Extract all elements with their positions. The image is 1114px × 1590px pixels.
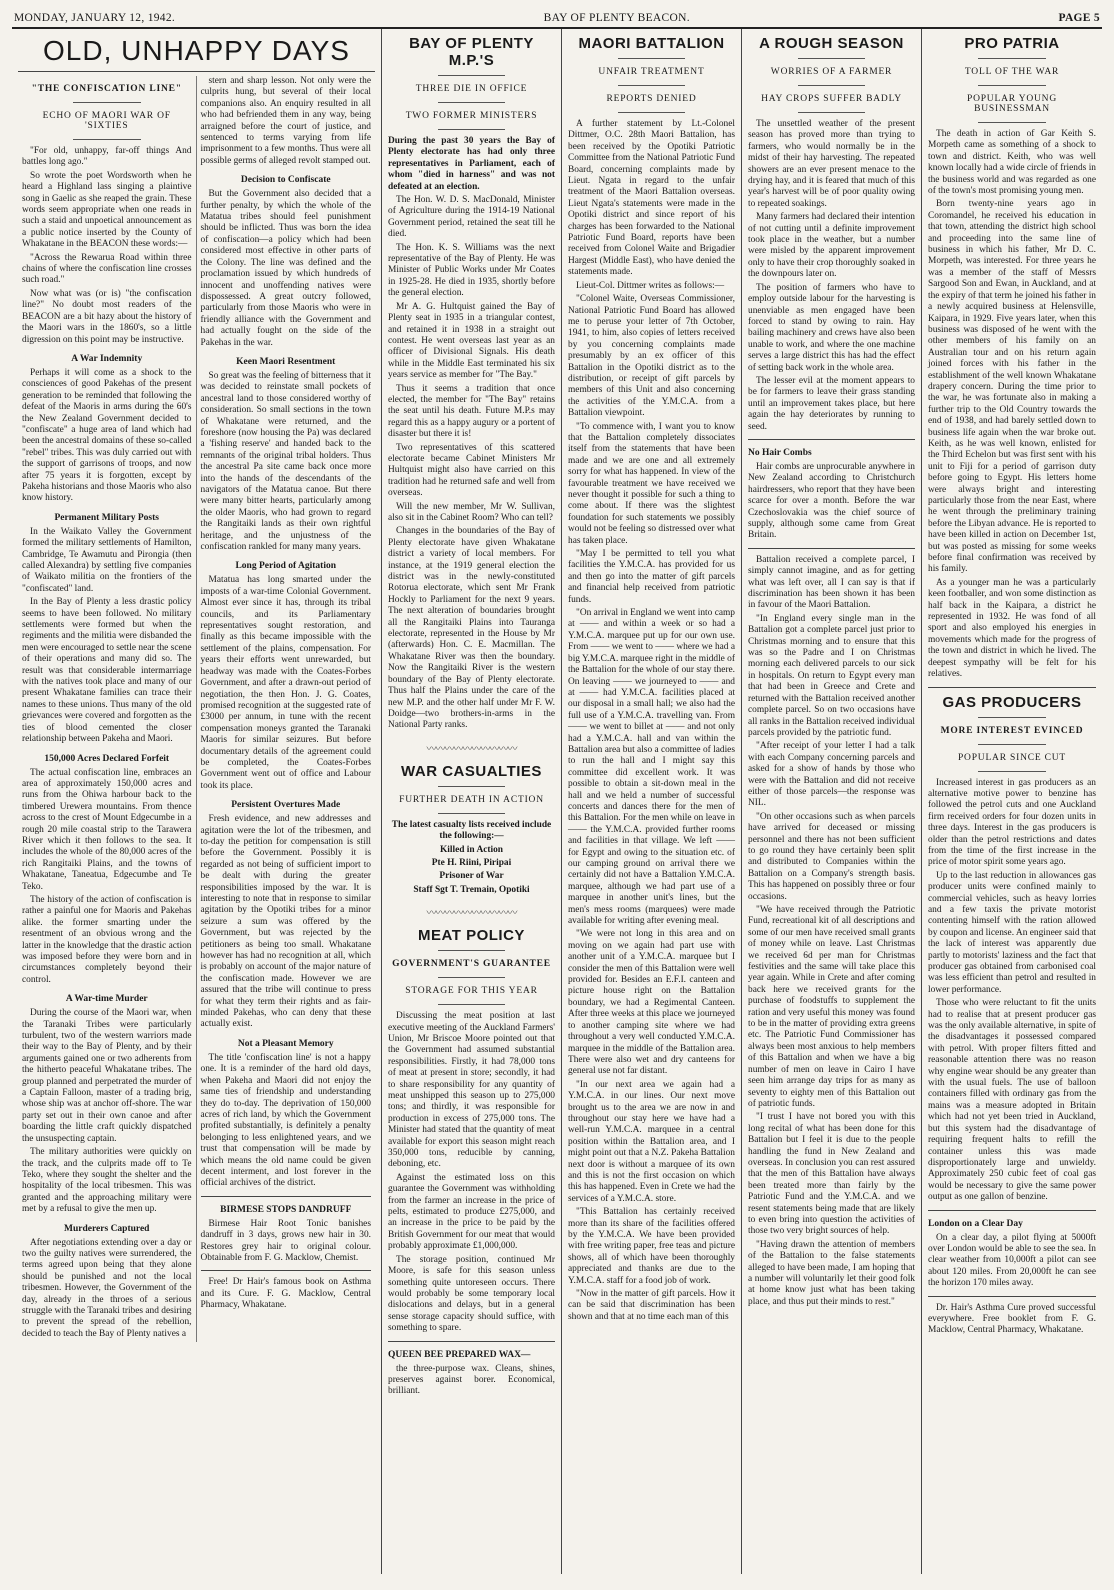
paragraph: Mr A. G. Hultquist gained the Bay of Plenty seat in 1935 in a triangular contest, and retained it in 1938 in a straight out contest. He went overseas last year as an officer of Divisional Signals. His death while in the Middle East terminated his six years service as member for "The Bay." [388, 301, 555, 381]
newspaper-page [12, 6, 1102, 1576]
deck: STORAGE FOR THIS YEAR [405, 986, 538, 997]
paragraph: Thus it seems a tradition that once elected, the member for "The Bay" retains the seat until his death. Future M.P.s may regard this as a happy augury or a portent of disaster but there it is! [388, 383, 555, 440]
headline-bay-of-plenty-mps: BAY OF PLENTY M.P.'S [409, 35, 534, 69]
deck: ECHO OF MAORI WAR OF 'SIXTIES [42, 111, 171, 131]
paragraph: "Colonel Waite, Overseas Commissioner, National Patriotic Fund Board has allowed me to peruse your letter of 7th October, 1941, to him, also copies of letters received by you concerning complaints made presumably by an ex officer of this Battalion in the Opotiki district as to the distribution, or receipt of gift parcels by members of this Unit and also concerning the activities of the Y.M.C.A. from a Battalion viewpoint. [568, 294, 735, 419]
headline-war-casualties: WAR CASUALTIES [401, 762, 542, 780]
subheading: No Hair Combs [748, 447, 812, 458]
paragraph: "May I be permitted to tell you what facilities the Y.M.C.A. has provided for us and then go into the matter of gift parcels and financial help received from patriotic funds. [568, 549, 735, 605]
subheading: Persistent Overtures Made [231, 800, 341, 811]
column-5 [922, 29, 1102, 1574]
deck: REPORTS DENIED [606, 94, 697, 104]
paragraph: On a clear day, a pilot flying at 5000ft over London would be able to see the sea. In clear weather from 10,000ft a pilot can see about 120 miles. From 20,000ft he can see the horizon 170 miles away. [928, 1232, 1096, 1289]
deck: MORE INTEREST EVINCED [940, 725, 1084, 736]
paragraph: "Across the Rewarua Road within three chains of where the confiscation line crosses such road." [22, 252, 192, 286]
column-2 [382, 29, 562, 1574]
column-4 [742, 29, 922, 1574]
paragraph: Increased interest in gas producers as an alternative motive power to benzine has followed the petrol cuts and one Auckland firm received orders for four dozen units in three days. Interest in the gas producers is older than the petrol restrictions and dates from the time of the first increase in the price of motor spirit some years ago. [928, 777, 1096, 868]
subheading: Decision to Confiscate [240, 175, 331, 186]
page-number: PAGE 5 [1058, 12, 1100, 24]
deck: GOVERNMENT'S GUARANTEE [392, 959, 551, 970]
advert-heading: BIRMESE STOPS DANDRUFF [220, 1204, 352, 1215]
deck: POPULAR SINCE CUT [957, 752, 1067, 763]
paragraph: Against the estimated loss on this guarantee the Government was withholding from the farmer an increase in the price of pelts, estimated to produce £275,000, and an increase in the price to be paid by the British Government for our meat that would probably approximate £1,000,000. [388, 1172, 555, 1252]
paragraph: So great was the feeling of bitterness that it was decided to reinstate small pockets of ancestral land to those considered worthy of consideration. So small sections in the town of Whakatane were returned, and the foreshore (now housing the Pa) was declared a 'fishing reserve' and handed back to the remnants of the original tribal holders. Thus the ancestral Pa site came back once more into the hands of the descendants of the navigators of the Matatua canoe. But there were many bitter hearts, particularly among the older Maoris, who had grown to regard the Rangitaiki lands as their own rightful heritage, and the unjustness of the confiscation rankled for many many years. [200, 370, 371, 553]
paragraph: Two representatives of this scattered electorate became Cabinet Ministers Mr Hultquist might also have carried on this tradition had he returned safe and well from overseas. [388, 442, 555, 499]
paragraph: The history of the action of confiscation is rather a painful one for Maoris and Pakehas alike. the former smarting under the resentment of an obvious wrong and the latter in the knowledge that the drastic action was imposed before they were born and in circumstances completely beyond their control. [22, 894, 192, 985]
paragraph: "Having drawn the attention of members of the Battalion to the false statements alleged to have been made, I am hoping that a number will voluntarily let their good folk at home know just what has been taking place, and thus put their minds to rest." [748, 1239, 915, 1307]
deck: HAY CROPS SUFFER BADLY [761, 94, 902, 104]
paragraph: Hair combs are unprocurable anywhere in New Zealand according to Christchurch hairdressers, who report that they have been scarce for over a month. Before the war Czechoslovakia was the chief source of supply, although some came from Great Britain. [748, 461, 915, 541]
paragraph: "After receipt of your letter I had a talk with each Company concerning parcels and asked for a show of hands by those who were with the Battalion and did not receive either of those parcels—the response was NIL. [748, 741, 915, 809]
paragraph: "For old, unhappy, far-off things And battles long ago." [22, 146, 192, 168]
deck: TWO FORMER MINISTERS [405, 111, 538, 121]
casualty-name: Pte H. Riini, Piripai [431, 857, 512, 868]
paragraph: "We were not long in this area and on moving on we again had part use with another unit of a Y.M.C.A. marquee but I consider the men of this Battalion were well provided for. Besides an E.F.I. canteen and picture house right on the Battalion boundary, we had a Regimental Canteen. After three weeks at this place we journeyed to another camping site where we had throughout a very well conducted Y.M.C.A. marquee in the middle of the Battalion area. There were also wet and dry canteens for general use not far distant. [568, 929, 735, 1077]
paragraph: The Hon. W. D. S. MacDonald, Minister of Agriculture during the 1914-19 National Government period, retained the seat till he died. [388, 195, 555, 240]
lead-paragraph: During the past 30 years the Bay of Plenty electorate has had only three representatives in Parliament, each of whom "died in harness" and was not defeated at an election. [388, 136, 555, 192]
advert-text: Dr. Hair's Asthma Cure proved successful everywhere. Free booklet from F. G. Macklow, Central Pharmacy, Whakatane. [928, 1302, 1096, 1336]
casualty-category: Prisoner of War [439, 871, 504, 882]
deck: FURTHER DEATH IN ACTION [399, 794, 544, 805]
article-maori-battalion [562, 29, 742, 1574]
paragraph: Matatua has long smarted under the imposts of a war-time Colonial Government. Almost ever since it has, through its tribal councils, and its Parliamentary representatives sought restoration, and finally as this became impossible with the settlement of the plains, compensation. For years their efforts went unrewarded, but headway was made with the Coates-Forbes Government, and after a drawn-out period of negotiation, the then Hon. J. G. Coates, promised recognition at the suggested rate of £3000 per annum, in tune with the recent compensation moneys granted the Taranaki Maoris for similar seizures. But before documentary details of the agreement could be completed, the Coates-Forbes Government went out of office and Labour took its place. [200, 575, 371, 791]
advert-text: Free! Dr Hair's famous book on Asthma and its Cure. F. G. Macklow, Central Pharmacy, Whakatane. [200, 1277, 371, 1311]
issue-date: MONDAY, JANUARY 12, 1942. [14, 12, 176, 24]
deck: WORRIES OF A FARMER [770, 67, 893, 77]
advert-heading: QUEEN BEE PREPARED WAX— [388, 1349, 531, 1360]
paragraph: stern and sharp lesson. Not only were the culprits hung, but several of their local companions also. An enquiry resulted in all who had befriended them in any way, being arraigned before the court of justice, and sentenced to terms varying from life imprisonment to a few months. Thus were all possible germs of alleged revolt stamped out. [200, 76, 371, 166]
divider-ornament: 〰〰〰〰〰〰〰〰〰〰 [426, 743, 517, 755]
deck: POPULAR YOUNG BUSINESSMAN [966, 94, 1057, 114]
paragraph: The title 'confiscation line' is not a happy one. It is a reminder of the hard old days, when Pakeha and Maori did not enjoy the same ties of friendship and understanding they do to-day. The deprivation of 150,000 acres of rich land, by which the Government profited substantially, is definitely a penalty belonging to less enlightened years, and we trust that compensation will be made by which means the old name could be given decent interment, and lost forever in the official archives of the district. [200, 1052, 371, 1189]
headline-gas-producers: GAS PRODUCERS [942, 693, 1082, 711]
paragraph: During the course of the Maori war, when the Taranaki Tribes were particularly turbulent, two of the western warriors made their way to the Bay of Plenty, and by their arguments gained one or two adherents from the hitherto peaceful Whakatane tribes. The group planned and perpetrated the murder of a Captain Falloon, master of a trading brig, whose ship was at anchor off-shore. The war party set out in their own canoe and after boarding the little craft quickly dispatched the unsuspecting captain. [22, 1008, 192, 1144]
paragraph: The Hon. K. S. Williams was the next representative of the Bay of Plenty. He was Minister of Public Works under Mr Coates in 1925-28. He died in 1935, shortly before the general election. [388, 242, 555, 299]
article-old-unhappy-days [12, 29, 382, 1574]
subheading: 150,000 Acres Declared Forfeit [44, 753, 170, 764]
casualty-category: Killed in Action [439, 844, 504, 855]
advert-text: the three-purpose wax. Cleans, shines, preserves against borer. Economical, brilliant. [388, 1363, 555, 1397]
subheading: London on a Clear Day [928, 1218, 1023, 1229]
paragraph: "In our next area we again had a Y.M.C.A. in our lines. Our next move brought us to the area we are now in and throughout our stay here we have had a well-run Y.M.C.A. marquee in a central position within the Battalion area, and I might point out that a N.Z. Pakeha Battalion next door is without a marquee of its own and this is not the first occasion on which this has happened. Even in Crete we had the services of a Y.M.C.A. store. [568, 1079, 735, 1204]
headline: MAORI BATTALION [578, 35, 725, 52]
subheading: Long Period of Agitation [235, 561, 337, 572]
subheading: A War Indemnity [71, 353, 143, 364]
paragraph: So wrote the poet Wordsworth when he heard a Highland lass singing a plaintive song in Gaelic as she reaped the grain. These words seem appropriate when one reads in such a staid and unpoetical announcement as a public notice inserted by the County of Whakatane in the BEACON these words:— [22, 170, 192, 250]
paragraph: Those who were reluctant to fit the units had to realise that at present producer gas was the only available alternative, in spite of the disadvantages it possessed compared with petrol. With proper filters fitted and reasonable attention there was no reason why engine wear should be any greater than with the usual fuels. The use of balloon containers filled with ordinary gas from the mains was a measure adopted in Britain which had not yet been tried in Auckland, but this system had the disadvantage of requiring frequent halts to refill the container unless this was made disproportionately large and unwieldy. Approximately 250 cubic feet of coal gas would be necessary to give the same power output as one gallon of benzine. [928, 998, 1096, 1203]
paragraph: "This Battalion has certainly received more than its share of the facilities offered by the Y.M.C.A. We have been provided with free writing paper, free teas and picture shows, all of which have been thoroughly appreciated and thanks are due to the Y.M.C.A. staff for a food job of work. [568, 1207, 735, 1286]
paragraph: After negotiations extending over a day or two the guilty natives were surrendered, the terms agreed upon being that they alone should be punished and not the local tribesmen. However, the Government of the day, already in the throes of a serious struggle with the Taranaki tribes and desiring to prevent the spread of the rebellion, decided to teach the Bay of Plenty natives a [22, 1237, 192, 1339]
paragraph: But the Government also decided that a further penalty, by which the whole of the Matatua tribes should feel punishment should be inflicted. Thus was born the idea of confiscation—a policy which had been considered most effective in other parts of the Colony. The line was defined and the proclamation issued by which hundreds of innocent and unoffending natives were dispossessed. A great outcry followed, particularly from those Maoris who were in friendly alliance with the Government and had actually fought on the side of the Pakehas in the war. [200, 189, 371, 348]
divider-ornament: 〰〰〰〰〰〰〰〰〰〰 [426, 908, 517, 920]
paragraph: "On other occasions such as when parcels have arrived for deceased or missing personnel and there has not been sufficient to go round they have certainly been split and distributed to Companies within the Battalion on a Company's strength basis. This has happened on possibly three or four occasions. [748, 811, 915, 902]
paragraph: Fresh evidence, and new addresses and agitation were the lot of the tribesmen, and to-day the petition for compensation is still before the Government. Possibly it is regarded as not being of sufficient import to be dealt with during the greater responsibilities imposed by the war. It is interesting to note that in response to similar agitation by the Opotiki tribes for a minor seizure a sum was offered by the Government, but was rejected by the petitioners as being too small. Whakatane however has had no recognition at all, which is probably on account of the major nature of the confiscation made. However we are assured that the tribe will continue to press for what they term their rights and as fair-minded Pakehas, who can deny that these actually exist. [200, 814, 371, 1030]
paragraph: "To commence with, I want you to know that the Battalion completely dissociates itself from the statements that have been made and we are one and all extremely sorry for what has happened. In view of the favourable treatment we have received we never thought it possible for such a thing to come about. If there was the slightest foundation for such statements we possibly would not be feeling so distressed over what has taken place. [568, 421, 735, 546]
paragraph: Discussing the meat position at last executive meeting of the Auckland Farmers' Union, Mr Briscoe Moore pointed out that the Government had assumed substantial responsibilities. Firstly, it had 78,000 tons of meat at present in store; secondly, it had to share responsibility for any quantity of meat unshipped this season up to 275,000 tons; and thirdly, it was responsible for production in excess of 275,000 tons. The Minister had stated that the quantity of meat available for export this season might reach 350,000 tons, reducible by canning, deboning, etc. [388, 1011, 555, 1170]
subheading: A War-time Murder [65, 994, 148, 1005]
headline: OLD, UNHAPPY DAYS [18, 35, 375, 72]
paragraph: Lieut-Col. Dittmer writes as follows:— [576, 280, 725, 291]
paragraph: In the Bay of Plenty a less drastic policy seems to have been followed. No military settlements were formed but when the regiments and the militia were disbanded the men were encouraged to settle near the scene of their operations and many did so. The result was that considerable intermarriage with the natives took place and many of our present Whakatane families can trace their names to these unions. Thus many of the old grievances were covered and forgotten as the ties of blood cemented the closer relationship between Pakeha and Maori. [22, 597, 192, 745]
paragraph: Perhaps it will come as a shock to the consciences of good Pakehas of the present generation to be reminded that following the defeat of the Maoris in arms during the 60's the New Zealand Government decided to "confiscate" a huge area of land which had been the ancestral domains of these so-called "rebel" tribes. This was duly carried out with the support of garrisons of troops, and now after 75 years it is forgotten, except by Pakeha historians and those Maoris who also know history. [22, 367, 192, 504]
deck: UNFAIR TREATMENT [598, 67, 705, 77]
paragraph: Changes in the boundaries of the Bay of Plenty electorate have given Whakatane district a variety of local members. For instance, at the 1919 general election the district was in the newly-constituted Rotorua electorate, which sent Mr Frank Hockly to Parliament for the next 9 years. The next alteration of boundaries brought all the Rangitaiki Plains into Tauranga electorate, represented in the House by Mr (afterwards) Hon. C. E. Macmillan. The Whakatane River was then the boundary. Now the Rangitaiki River is the western boundary of the Bay of Plenty electorate. Thus half the Plains under the care of the new M.P. and the other half under Mr F. W. Doidge—two brothers-in-arms in the National Party ranks. [388, 526, 555, 731]
paragraph: In the Waikato Valley the Government formed the military settlements of Hamilton, Cambridge, Te Awamutu and Pirongia (then called Alexandra) by settling five companies of Waikato militia on the frontiers of the "confiscated" land. [22, 526, 192, 594]
paragraph: The storage position, continued Mr Moore, is safe for this season unless something quite untoreseen occurs. There would probably be some temporary local dislocations and delays, but in a general sense storage capacity should suffice, with something to spare. [388, 1254, 555, 1334]
paragraph: Battalion received a complete parcel, I simply cannot imagine, and as for getting what was left over, all I can say is that if discrimination has been shown it has been in favour of the Maori Battalion. [748, 554, 915, 611]
paragraph: The death in action of Gar Keith S. Morpeth came as something of a shock to town and district. Keith, who was well known locally had a wide circle of friends in the business world and was regarded as one of the town's most promising young men. [928, 129, 1096, 197]
subheading: Keen Maori Resentment [236, 356, 336, 367]
paragraph: The unsettled weather of the present season has proved more than trying to farmers, who would normally be in the midst of their hay harvesting. The repeated showers are an ever present menace to the drying hay, and it is feared that much of this year's harvest will be of poor quality owing to repeated soakings. [748, 119, 915, 209]
paragraph: A further statement by Lt.-Colonel Dittmer, O.C. 28th Maori Battalion, has been received by the Opotiki Patriotic Committee from the National Patriotic Fund Board, concerning complaints made by Lieut. Ngata in regard to the unfair treatment of the Maori Battalion overseas. Lieut Ngata's statements were made in the Opotiki district and since report of his charges has been forwarded to the National Patriotic Fund Board, reports have been received from Colonel Waite and Brigadier Hargest (Middle East), who have denied the statements made. [568, 119, 735, 278]
deck: THREE DIE IN OFFICE [415, 84, 528, 94]
headline-a-rough-season: A ROUGH SEASON [759, 35, 904, 52]
paragraph: Will the new member, Mr W. Sullivan, also sit in the Cabinet Room? Who can tell? [388, 501, 555, 523]
masthead [12, 6, 1102, 29]
paragraph: Now what was (or is) "the confiscation line?" No doubt most readers of the BEACON are a bit hazy about the history of the Maori wars in the 1860's, so a little digression on this point may be instructive. [22, 288, 192, 345]
paragraph: "I trust I have not bored you with this long recital of what has been done for this Battalion but I feel it is due to the people handling the fund in New Zealand and overseas. In conclusion you can rest assured that the men of this Battalion have always been treated more than fairly by the Patriotic Fund and the Y.M.C.A. and we resent statements being made that are likely to even bring into question the activities of those two very bright sources of help. [748, 1112, 915, 1237]
headline-pro-patria: PRO PATRIA [964, 35, 1060, 52]
paragraph: "We have received through the Patriotic Fund, recreational kit of all descriptions and some of our men have received small grants of money while on leave. Last Christmas we received 6d per man for Christmas festivities and the same will take place this year again. While in Crete and after coming back here we received grants for the purchase of foodstuffs to supplement the ration and very useful this money was found to be in the matter of providing extra greens etc. The Patriotic Fund Commissioner has always been most anxious to help members of this Battalion and when we have a big number of men on leave in Cairo I have seen him arrange day trips for as many as seventy to eighty men of this Battalion out of patriotic funds. [748, 905, 915, 1109]
paragraph: Up to the last reduction in allowances gas producer units were confined mainly to commercial vehicles, such as heavy lorries and a few taxis the private motorist contenting himself with the ration allowed by coupon and license. An engineer said that the lack of interest was apparently due partly to motorists' laziness and the fact that producer gas obtained from carbonised coal was less efficient than petrol and resulted in lower performance. [928, 870, 1096, 995]
paragraph: "Now in the matter of gift parcels. How it can be said that discrimination has been shown and that at no time each man of this [568, 1289, 735, 1322]
newspaper-name: BAY OF PLENTY BEACON. [543, 12, 690, 24]
paragraph: The position of farmers who have to employ outside labour for the harvesting is unenviable as men engaged have been forced to stand by owing to rain. Hay bailing machinery and crews have also been unable to work, and where the one machine serves a large district this has had the effect of setting back work in the whole area. [748, 282, 915, 373]
paragraph: "On arrival in England we went into camp at —— and within a week or so had a Y.M.C.A. marquee put up for our own use. From —— we went to —— where we had a big Y.M.C.A. marquee right in the middle of the Battalion for the whole of our stay there. On leaving —— we journeyed to —— and at —— had Y.M.C.A. facilities placed at our disposal in a small hall; we also had the full use of a Y.M.C.A. travelling van. From —— we went to billet at —— and not only had a Y.M.C.A. hall and van within the Battalion area but also a committee of ladies to run the hall and I might say this committee did excellent work. It was possible to obtain a sit-down meal in the hall and we held a number of successful concerts and dances there for the men of this Battalion. For the men while on leave in —— the Y.M.C.A. provided further rooms and facilities in that village. We left —— for Egypt and owing to the situation etc. of our camping ground on arrival there we certainly did not have a Battalion Y.M.C.A. marquee, although we had part use of a marquee in another unit's lines, but the men's mess rooms (marquees) were made available for writing after evening meal. [568, 608, 735, 927]
advert-text: Birmese Hair Root Tonic banishes dandruff in 3 days, grows new hair in 30. Restores grey hair to original colour. Obtainable from F. G. Macklow, Chemist. [200, 1218, 371, 1263]
paragraph: Many farmers had declared their intention of not cutting until a definite improvement took place in the weather, but a number were misled by the apparent improvement only to have their crop thoroughly soaked in the downpours later on. [748, 212, 915, 280]
deck: "THE CONFISCATION LINE" [31, 84, 182, 94]
paragraph: Born twenty-nine years ago in Coromandel, he received his education in that town, attending the district high school and proceeding into the same line of business in which his father, Mr D. C. Morpeth, was interested. For three years he was a member of the staff of Messrs Sargood Son and Ewan, in Auckland, and at the expiry of that term he joined his father in a newly acquired business at Helensville, Kaipara, in 1929. Five years later, when this business was disposed of he went with the other members of his family on an Australian tour and on his return again joined forces with his father in the establishment of the well known Whakatane drapery concern. During the time prior to the war, he was fortunate also in making a further trip to the Old Country towards the end of 1938, and had barely settled down to business life again when the war broke out. Keith, as he was well known, enlisted for the Third Echelon but was first sent with his unit to Fiji for a period of garrison duty before going to Egypt. His letters home were always bright and interesting particularly those from the near East, where he went through the preliminary training before the Libyan advance. He is reported to have been killed in action on December 1st, but was posted as missing for some weeks before final confirmation was received by his family. [928, 199, 1096, 575]
subcolumn-right [197, 76, 376, 1342]
casualty-name: Staff Sgt T. Tremain, Opotiki [413, 884, 530, 895]
paragraph: "In England every single man in the Battalion got a complete parcel just prior to Christmas morning and to ensure that this was so the Padre and I on Christmas morning each delivered parcels to our sick in hospitals. On return to Egypt every man that had been in Greece and Crete and returned with the Battalion received another complete parcel. So on two occasions have all ranks in the Battalion received individual parcels provided by the patriotic fund. [748, 613, 915, 738]
deck: TOLL OF THE WAR [964, 67, 1060, 77]
paragraph: The actual confiscation line, embraces an area of approximately 150,000 acres and runs from the Ohiwa harbour back to the timbered Urewera mountains. From thence across to the crest of Mount Edgecumbe in a rough 20 mile coastal strip to the Tarawera River which it then follows to the sea. It includes the whole of the 80,000 acres of the rich Rangitaiki Plains, and the towns of Whakatane, Taneatua, Edgecumbe and Te Teko. [22, 767, 192, 892]
subheading: Permanent Military Posts [54, 512, 159, 523]
subcolumn-left [18, 76, 197, 1342]
paragraph: As a younger man he was a particularly keen footballer, and won some distinction as half back in the Kaipara, a district he represented in 1932. He was fond of all sport and also employed his energies in movements which made for the progress of the town and district in which he lived. The deepest sympathy will be felt for his relatives. [928, 577, 1096, 680]
subheading: Not a Pleasant Memory [237, 1038, 334, 1049]
paragraph: The lesser evil at the moment appears to be for farmers to leave their grass standing until an improvement takes place, but here again the hay deteriorates by running to seed. [748, 375, 915, 432]
paragraph: The military authorities were quickly on the track, and the culprits made off to Te Teko, where they sought the shelter and the hospitality of the local tribesmen. This was granted and the approaching military were met by a refusal to give the men up. [22, 1147, 192, 1215]
headline-meat-policy: MEAT POLICY [418, 927, 525, 945]
casualty-lead: The latest casualty lists received include the following:— [391, 819, 552, 842]
subheading: Murderers Captured [64, 1223, 150, 1234]
